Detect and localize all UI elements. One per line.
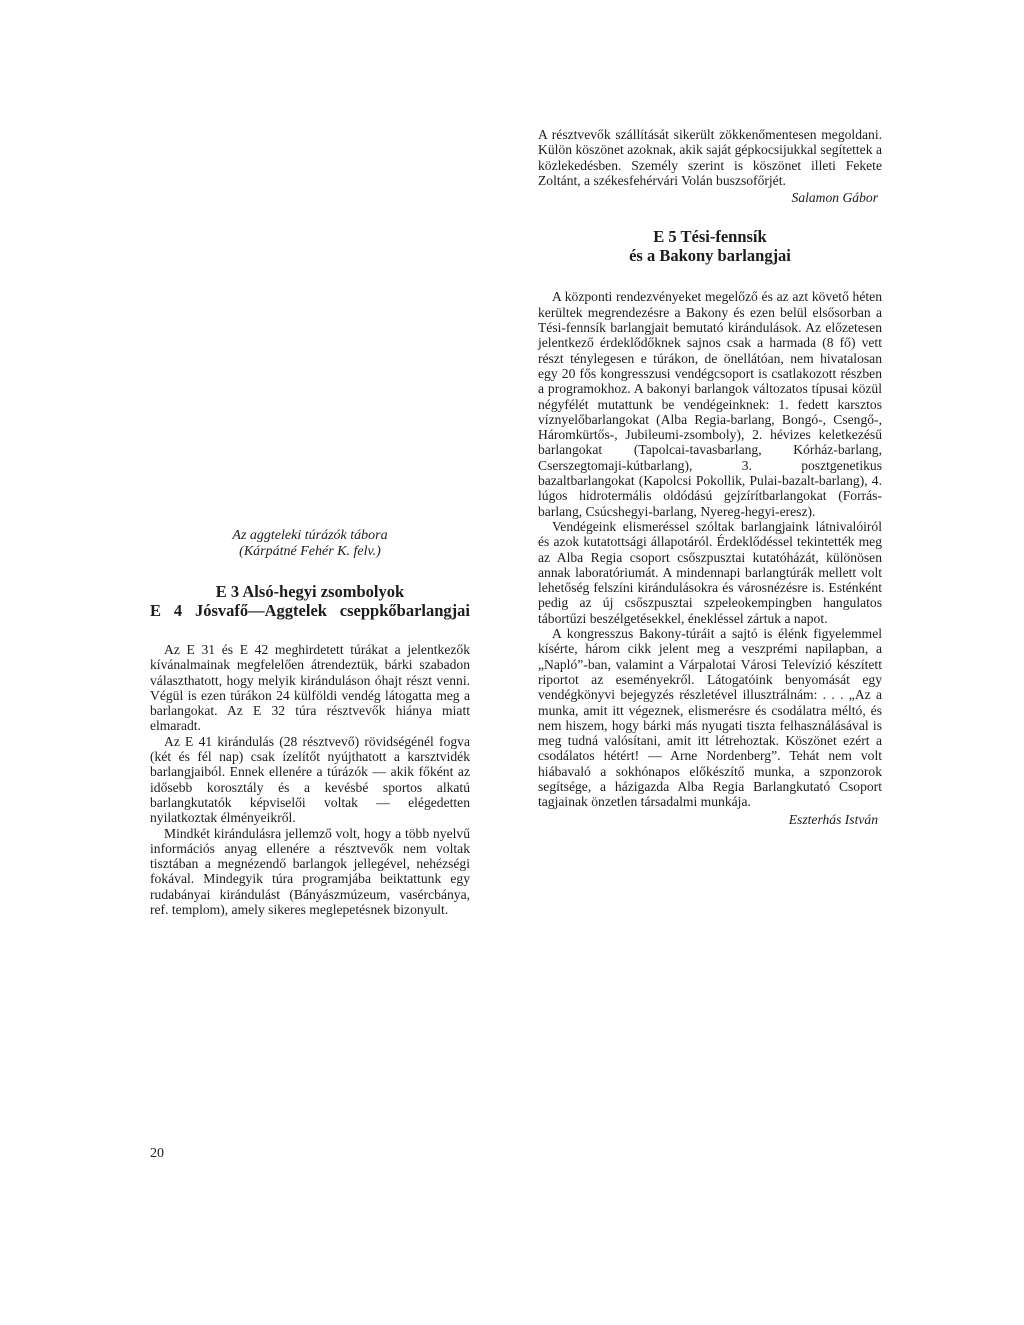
- heading-e3: E 3 Alsó-hegyi zsombolyok: [215, 582, 405, 601]
- signature-eszterhas: Eszterhás István: [788, 811, 878, 827]
- signature-salamon: Salamon Gábor: [791, 190, 878, 206]
- section-heading-e5: [538, 227, 882, 265]
- page-number: 20: [150, 1146, 164, 1161]
- caption-line-2: (Kárpátné Fehér K. felv.): [239, 544, 381, 559]
- section-heading-e3-e4: [150, 582, 470, 620]
- body-paragraph: Az E 31 és E 42 meghirdetett túrákat a jelentkezők kívánalmainak megfelelően átrendeztük, bárki szabadon választhatott, hogy melyik kiránduláson óhajt részt venni. Végül is ezen túrákon 24 külföldi vendég látogatta meg a barlangokat. Az E 32 túra résztvevők hiánya miatt elmaradt.: [150, 642, 470, 734]
- body-paragraph: Mindkét kirándulásra jellemző volt, hogy a több nyelvű információs anyag ellenére a résztvevők nem voltak tisztában a megnézendő barlangok jellegével, nehézségi fokával. Mindegyik túra programjába beiktattunk egy rudabányai kirándulást (Bányászmúzeum, vasércbánya, ref. templom), amely sikeres meglepetésnek bizonyult.: [150, 825, 470, 918]
- body-paragraph: A központi rendezvényeket megelőző és az azt követő héten kerültek megrendezésre a Bakony és ezen belül elsősorban a Tési-fennsík barlangjait bemutató kirándulások. Az előzetesen jelentkező érdeklődőknek sajnos csak a harmada (8 fő) vett részt ténylegesen e túrákon, de önellátóan, nem hivatalosan egy 20 fős kongresszusi vendégcsoport is csatlakozott részben a programokhoz. A bakonyi barlangok változatos típusai közül négyfélét mutattunk be vendégeinknek: 1. fedett karsztos víznyelőbarlangokat (Alba Regia-barlang, Bongó-, Csengő-, Háromkürtős-, Jubileumi-zsomboly), 2. hévizes keletkezésű barlangokat (Tapolcai-tavasbarlang, Kórház-barlang, Cserszegtomaji-kútbarlang), 3. posztgenetikus bazaltbarlangokat (Kapolcsi Pokollik, Pulai-bazalt-barlang), 4. lúgos hidrotermális oldódású gejzírítbarlangokat (Forrás-barlang, Csúcshegyi-barlang, Nyereg-hegyi-eresz).: [538, 289, 882, 519]
- body-paragraph: Vendégeink elismeréssel szóltak barlangjaink látnivalóiról és azok kutatottsági állapotáról. Érdeklődéssel tekintették meg az Alba Regia csoport csőszpusztai kutatóházát, különösen annak laboratóriumát. A mindennapi barlangtúrák mellett volt lehetőség felszíni kirándulásokra és városnézésre is. Esténként pedig az új csőszpusztai szpeleokempingben hangulatos tábortűzi beszélgetésekkel, énekléssel zártuk a napot.: [538, 518, 882, 626]
- heading-e5-line1: E 5 Tési-fennsík: [653, 227, 767, 247]
- body-paragraph: A kongresszus Bakony-túráit a sajtó is élénk figyelemmel kísérte, három cikk jelent meg a veszprémi napilapban, a „Napló”-ban, valamint a Várpalotai Városi Televízió készített riportot az eseményekről. Látogatóink benyomását egy vendégkönyvi bejegyzés részletével illusztrálnám: . . . „Az a munka, amit itt végeznek, elismerésre és csodálatra méltó, és nem hiszem, hogy bárki más nyugati tiszta felhasználásával is meg tudná valósítani, amit itt létrehoztak. Köszönet ezért a csodálatos hétért! — Arne Nordenberg”. Tehát nem volt hiábavaló a sokhónapos előkészítő munka, a szponzorok segítsége, a házigazda Alba Regia Barlangkutató Csoport tagjainak önzetlen társadalmi munkája.: [538, 626, 882, 810]
- heading-e4: E 4 Jósvafő—Aggtelek cseppkőbarlangjai: [150, 601, 470, 620]
- left-column: [150, 528, 470, 917]
- heading-e5-line2: és a Bakony barlangjai: [629, 246, 791, 266]
- body-paragraph: Az E 41 kirándulás (28 résztvevő) rövidségénél fogva (két és fél nap) csak ízelítőt nyújthatott a karsztvidék barlangjaiból. Ennek ellenére a túrázók — akik főként az idősebb korosztály és a kevésbé sportos alkatú barlangkutatók képviselői voltak — elégedetten nyilatkoztak élményeikről.: [150, 733, 470, 826]
- caption-line-1: Az aggteleki túrázók tábora: [232, 528, 388, 543]
- photo-caption: [150, 528, 470, 560]
- right-column: [538, 127, 882, 827]
- intro-paragraph: A résztvevők szállítását sikerült zökkenőmentesen megoldani. Külön köszönet azoknak, akik saját gépkocsijukkal segítettek a közlekedésben. Személy szerint is köszönet illeti Fekete Zoltánt, a székesfehérvári Volán buszsofőrjét.: [538, 127, 882, 188]
